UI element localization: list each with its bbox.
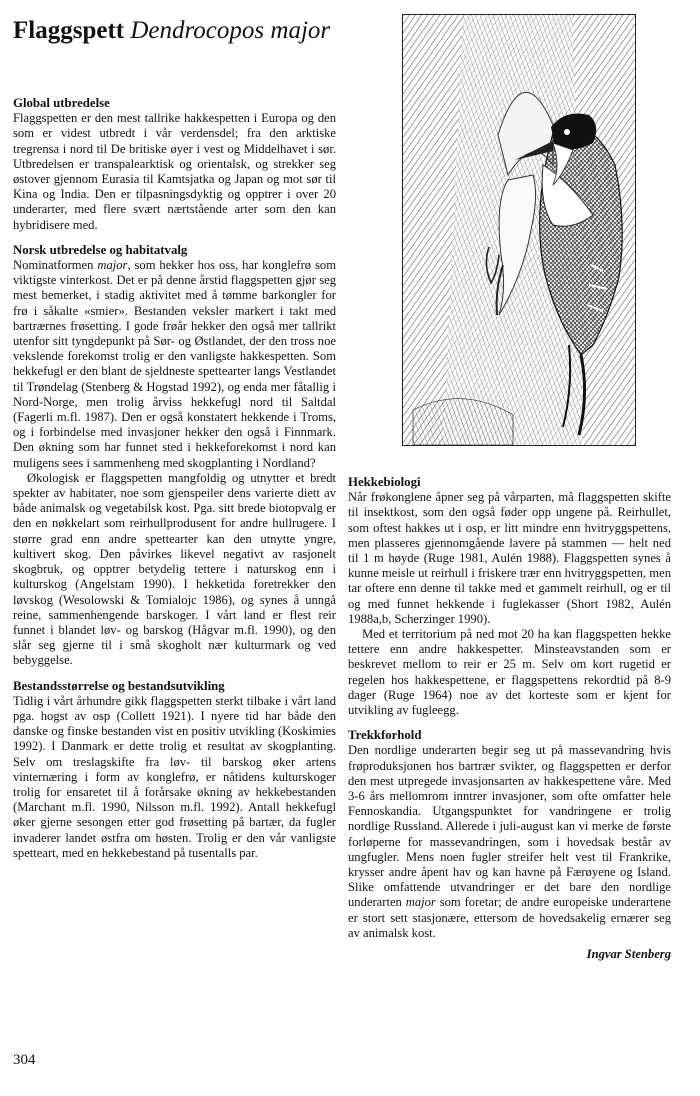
heading-trekk: Trekkforhold [348, 728, 422, 743]
section-bestand [13, 679, 336, 861]
text-fragment: Den nordlige underarten begir seg ut på massevandring hvis frøproduksjonen hos bartrær svikter, og flaggspetten er derfor den mest utpregede invasjonsarten av hakkespettene våre. Med 3-6 års mellomrom inntrer invasjoner, som ofte omfatter hele Fennoskandia. Utgangspunktet for vandringene er trolig nordlige Russland. Allerede i juli-august kan vi merke de første forløperne for massevandringen, som i hovedsak består av ungfugler. Mens noen fugler streifer helt vest til Frankrike, krysser andre åpent hav og kan havne på Færøyene og Island. Slike omfattende utvandringer er det bare den nordlige underarten [348, 743, 671, 910]
species-title [13, 16, 330, 46]
text-italic: major [97, 258, 128, 273]
paragraph-trekk [348, 743, 671, 941]
text-fragment: Nominatformen [13, 258, 98, 273]
text-italic: major [405, 895, 436, 910]
paragraph-global: Flaggspetten er den mest tallrike hakkespetten i Europa og den som er videst utbredt i vår verdensdel; fra den arktiske tregrensa i nord til De britiske øyer i vest og Middelhavet i sør. Utbredelsen er transpalearktisk og orientalsk, og strekker seg østover gjennom Eurasia til Kamtsjatka og Japan og mot sør til Kina og India. Den er tilpasningsdyktig og opptrer i over 20 underarter, med flere svært nærtstående arter som den kan hybridisere med. [13, 111, 336, 232]
section-norsk [13, 243, 336, 669]
section-hekke [348, 475, 671, 718]
title-common-name: Flaggspett [13, 17, 125, 44]
section-global [13, 96, 336, 233]
heading-bestand: Bestandsstørrelse og bestandsutvikling [13, 678, 225, 693]
paragraph-norsk-2: Økologisk er flaggspetten mangfoldig og utnytter et bredt spekter av habitater, noe som gjenspeiler dens varierte diett av både animalsk og vegetabilsk kost. Pga. sitt brede biotopvalg er den en nøkkelart som reirhullprodusent for andre hullrugere. I større grad enn andre spettearter kan den utnytte yngre, kultivert skog. Den påvirkes likevel negativt av rasjonelt skogbruk, og opptrer betydelig tettere i naturskog enn i kulturskog (Angelstam 1990). I hekketida foretrekker den løvskog (Wesolowski & Tomialojc 1986), og synes å unngå reine, sammenhengende barskoger. I vårt land er flest reir funnet i blandet løv- og barskog (Hågvar m.fl. 1990), og den slår seg gjerne til i små skogholt nær kulturmark og ved bebyggelse. [13, 470, 336, 668]
woodpecker-icon [403, 15, 635, 445]
title-latin-name: Dendrocopos major [130, 17, 331, 44]
page-number: 304 [13, 1052, 36, 1068]
right-column [348, 475, 671, 972]
heading-norsk: Norsk utbredelse og habitatvalg [13, 242, 188, 257]
author-name: Ingvar Stenberg [586, 947, 671, 962]
heading-hekke: Hekkebiologi [348, 475, 421, 489]
left-column [13, 96, 336, 871]
paragraph-hekke-2: Med et territorium på ned mot 20 ha kan flaggspetten hekke tettere enn andre hakkespetter. Minsteavstanden som er beskrevet mellom to reir er 25 m. Selv om kort rugetid er regelen hos hakkespettene, er flaggspettens rekordtid på 8-9 dager (Ruge 1964) noe av det korteste som er kjent for utvikling av fugleegg. [348, 627, 671, 718]
text-fragment: , som hekker hos oss, har konglefrø som viktigste vinterkost. Det er på denne årstid flaggspetten gjør seg mest bemerket, i stadig aktivitet med å tømme barkongler for frø i såkalte «smier». Bestanden veksler markert i takt med bartrærnes frøsetting. I gode frøår hekker den også mer tallrikt utenfor sitt tyngdepunkt på Sør- og Østlandet, der den tross noe vekslende forekomst trolig er den vanligste hakkespetten. Som hekkefugl er den blant de sjeldneste spettearter langs Vestlandet til Trøndelag (Stenberg & Hogstad 1992), og enda mer fåtallig i Nord-Norge, men trolig årviss hekkefugl nord til Saltdal (Fagerli m.fl. 1987). Den er også konstatert hekkende i Troms, og i forbindelse med invasjoner hekker den også i Finnmark. Den økning som har funnet sted i hekkeforekomst i nord kan muligens sees i sammenheng med skogplanting i Nordland? [13, 258, 336, 470]
paragraph-norsk-1 [13, 258, 336, 471]
paragraph-bestand: Tidlig i vårt århundre gikk flaggspetten sterkt tilbake i vårt land pga. hogst av osp (Collett 1921). I nyere tid har både den danske og finske bestanden vist en positiv utvikling (Koskimies 1992). I Danmark er dette trolig et resultat av skogplanting. Selv om treslagskifte fra løv- til barskog øker artens vinternæring i form av konglefrø, er nåtidens kulturskoger trolig for ensaretet til å forårsake økning av hekkebestanden (Marchant m.fl. 1990, Nilsson m.fl. 1992). Antall hekkefugl øker gjerne sesongen etter god frøsetting på bartær, da fugler invaderer landet østfra om høsten. Trolig er den vår vanligste spetteart, med en hekkebestand på tusentalls par. [13, 693, 336, 860]
section-trekk [348, 728, 671, 962]
paragraph-hekke-1: Når frøkonglene åpner seg på vårparten, må flaggspetten skifte til insektkost, som den også føder opp ungene på. Reirhullet, som oftest hakkes ut i osp, er litt mindre enn hvitryggspettens, men plasseres gjennomgående lavere på stammen — helt ned til 1 m høyde (Ruge 1981, Aulén 1988). Flaggspetten synes å kunne meisle ut reirhull i friskere trær enn hvitryggspetten, men tar oftere enn denne til takke med et gammelt reirhull, og er til og med funnet hekkende i fuglekasser (Short 1982, Aulén 1988a,b, Scherzinger 1990). [348, 490, 671, 626]
woodpecker-illustration [402, 14, 636, 446]
heading-global: Global utbredelse [13, 96, 110, 110]
text-fragment: som foretar; de andre europeiske underartene er stort sett stasjonære, ettersom de hovedsakelig ernærer seg av animalsk kost. [348, 895, 671, 940]
